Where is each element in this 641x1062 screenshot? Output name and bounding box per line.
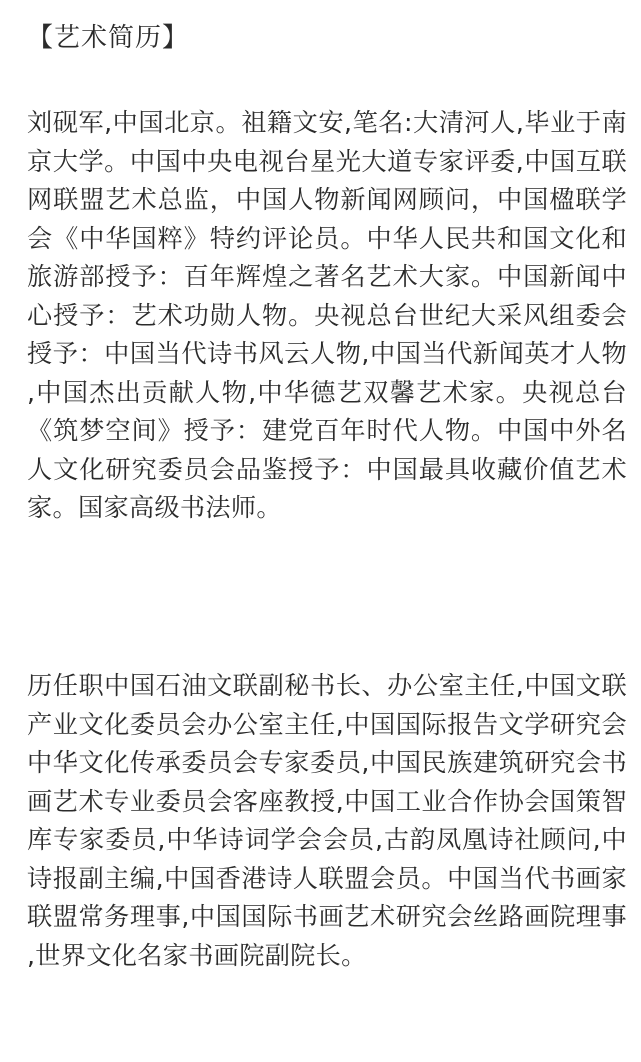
- bio-paragraph-positions: 历任职中国石油文联副秘书长、办公室主任,中国文联产业文化委员会办公室主任,中国国际报告文学研究会中华文化传承委员会专家委员,中国民族建筑研究会书画艺术专业委员会客座教授,中国工业合作协会国策智库专家委员,中华诗词学会会员,古韵凤凰诗社顾问,中诗报副主编,中国香港诗人联盟会员。中国当代书画家联盟常务理事,中国国际书画艺术研究会丝路画院理事,世界文化名家书画院副院长。: [27, 671, 627, 970]
- bio-paragraph-honors: 刘砚军,中国北京。祖籍文安,笔名:大清河人,毕业于南京大学。中国中央电视台星光大道专家评委,中国互联网联盟艺术总监，中国人物新闻网顾问，中国楹联学会《中华国粹》特约评论员。中华人民共和国文化和旅游部授予：百年辉煌之著名艺术大家。中国新闻中心授予：艺术功勋人物。央视总台世纪大采风组委会授予：中国当代诗书风云人物,中国当代新闻英才人物,中国杰出贡献人物,中华德艺双馨艺术家。央视总台《筑梦空间》授予：建党百年时代人物。中国中外名人文化研究委员会品鉴授予：中国最具收藏价值艺术家。国家高级书法师。: [27, 108, 627, 522]
- section-heading: 【艺术简历】: [27, 23, 190, 53]
